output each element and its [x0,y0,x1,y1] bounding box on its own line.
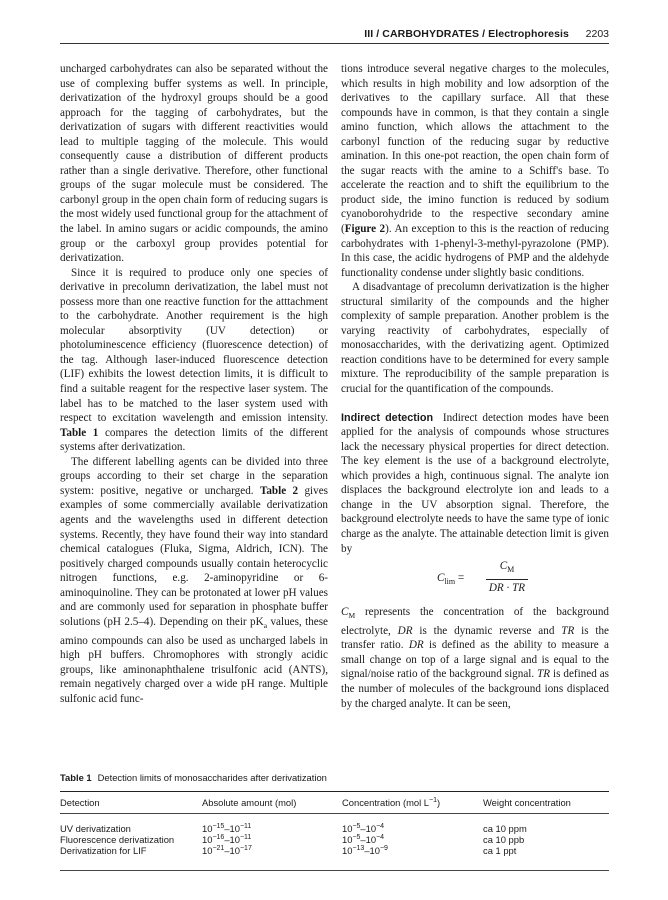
header-rule [60,43,609,44]
formula-fraction [486,559,528,595]
table-cell: ca 10 ppm [483,823,527,834]
table-cell: ca 10 ppb [483,834,525,845]
page-number: 2203 [585,28,609,40]
detection-limit-formula [341,559,609,599]
column-header: Absolute amount (mol) [202,797,297,808]
table-cell: $10^{-15}-10^{-11}$ [202,822,252,834]
formula-numerator: $C_M$ [486,559,528,580]
paragraph: uncharged carbohydrates can also be separated without the use of complexing buffer systems as well. In principle, derivatization of the hydroxyl groups should be a good approach for the tagging of carbohydrates, but the derivatization of sugars with different reactivities would lead to multiple tagging of the molecule. This would consequently cause a distribution of different products rather than a single derivative. Therefore, other functional groups of the sugar molecule must be considered. The carbonyl group in the open chain form of reducing sugars is the most widely used functional group for the attachment of the label. In amino sugars or acidic compounds, the amino group or the carboxyl group provides potential for derivatization. [60,63,328,265]
figure-ref: Figure 2 [344,223,386,236]
table-top-rule [60,791,609,792]
table-cell: ca 1 ppt [483,845,517,856]
table-cell: $10^{-5}-10^{-4}$ [342,822,385,834]
table-bottom-rule [60,870,609,871]
table-header-rule [60,813,609,814]
paragraph: $C_M$ represents the concentration of the background electrolyte, DR is the dynamic reverse and TR is the transfer ratio. DR is defined as the ability to measure a small change on top of a large signal and is equal to the signal/noise ratio of the background signal. TR is defined as the number of molecules of the background ions displaced by the charged analyte. It can be seen, [341,606,610,710]
table-ref: Table 1 [60,426,99,439]
formula-lhs: $C_{lim}$ = [437,572,465,587]
table-cell: $10^{-13}-10^{-9}$ [342,844,388,856]
paragraph: The different labelling agents can be divided into three groups according to their set charge in the separation system: positive, negative or uncharged. Table 2 gives examples of some commercially available derivatization agents and the wavelengths used in different detection systems. Recently, they have found their way into standard chemical catalogues (Fluka, Sigma, Aldrich, ICN). The positively charged compounds usually contain heterocyclic nitrogen functions, e.g. 2-aminopyridine or 6-aminoquinoline. They can be protonated at lower pH values and are commonly used for separation in phosphate buffer solutions (pH 2.5–4). Depending on their $pK_a$ values, these amino compounds can also be used as uncharged labels in high pH buffers. Chromophores with strongly acidic groups, like aminonaphthalene trisulfonic acid (ANTS), remain negatively charged over a wide pH range. Multiple sulfonic acid func- [60,455,329,705]
table-cell: UV derivatization [60,823,131,834]
right-column [341,62,609,711]
paragraph: Indirect detection Indirect detection modes have been applied for the analysis of compounds whose structures lack the necessary physical properties for direct detection. The key element is the use of a background electrolyte, which provides a high, continuous signal. The analyte ion displaces the background electrolyte ion and leads to a change in the UV absorption signal. Therefore, the background electrolyte needs to have the same type of ionic charge as the analyte. The attainable detection limit is given by [341,411,609,555]
table-cell: $10^{-21}-10^{-17}$ [202,844,252,856]
table-caption: Table 1 Detection limits of monosaccharides after derivatization [60,772,327,783]
table-cell: Fluorescence derivatization [60,834,175,845]
table-cell: Derivatization for LIF [60,845,147,856]
page-header [60,26,609,46]
table-cell: $10^{-16}-10^{-11}$ [202,833,252,845]
formula-denominator: DR · TR [488,581,526,594]
section-heading: Indirect detection [341,411,434,424]
running-title: III / CARBOHYDRATES / Electrophoresis [364,28,569,40]
column-header: Detection [60,797,100,808]
paragraph: Since it is required to produce only one species of derivative in precolumn derivatization, the label must not possess more than one reactive function for the atttachment to the carbohydrate. Another requirement is the high molecular absorptivity (UV detection) or photoluminescence efficiency (fluorescence detection) of the tag. Although laser-induced fluorescence detection (LIF) exhibits the lowest detection limits, it is difficult to find a suitable reagent for the respective laser system. The label has to be matched to the laser system used with respect to excitation wavelength and emission intensity. Table 1 compares the detection limits of the different systems after derivatization. [60,266,328,454]
left-column [60,62,328,706]
column-header: Weight concentration [483,797,571,808]
paragraph: tions introduce several negative charges to the molecules, which results in high mobility and low adsorption of the derivatives to the capillary surface. All that these compounds have in common, is that they contain a single amino function, which allows the attachment to the carbonyl function of the reducing sugar by reductive amination. In this one-pot reaction, the open chain form of the sugar reacts with the amine to a Schiff's base. To accelerate the reaction and to shift the equilibrium to the product side, the imino function is reduced by sodium cyanoborohydride to the respective secondary amine (Figure 2). An exception to this is the reaction of reducing carbohydrates with 1-phenyl-3-methyl-pyrazolone (PMP). In this case, the acidic hydrogens of PMP and the aldehyde functionality condense under slightly basic conditions. [341,63,609,279]
column-header: Concentration (mol $L^{-1}$) [342,796,441,808]
paragraph: A disadvantage of precolumn derivatization is the higher structural similarity of the compounds and the higher complexity of sample preparation. Another problem is the varying reactivity of carbohydrates, especially of monosaccharides, with the derivatizing agent. Optimized reaction conditions have to be determined for every sample mixture. The reproducibility of the sample preparation is crucial for the quantification of the compounds. [341,281,609,396]
table-cell: $10^{-5}-10^{-4}$ [342,833,385,845]
table-label: Table 1 [60,772,92,783]
table-ref: Table 2 [259,484,299,497]
